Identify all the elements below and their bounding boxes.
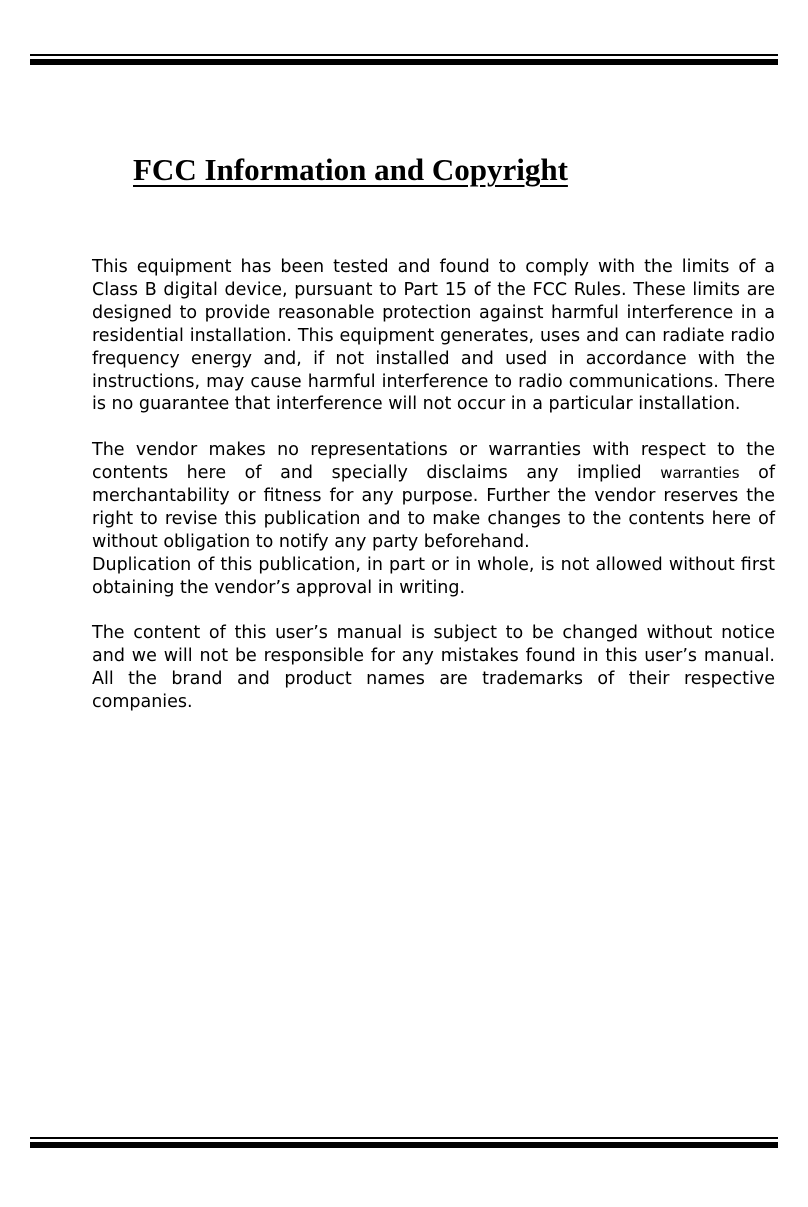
vendor-disclaimer-text-start: The vendor makes no representations or warranties with respect to the contents here of and specially disclaims any implied xyxy=(92,440,775,484)
bottom-rule-thin-line xyxy=(30,1137,778,1139)
page-title: FCC Information and Copyright xyxy=(133,152,568,187)
manual-notice-paragraph: The content of this user’s manual is subject to be changed without notice and we will not be responsible for any mistakes found in this user’s manual. All the brand and product names are trademarks of their respective companies. xyxy=(92,623,775,713)
duplication-paragraph: Duplication of this publication, in part or in whole, is not allowed without first obtaining the vendor’s approval in writing. xyxy=(92,554,775,598)
top-rule-thin-line xyxy=(30,54,778,56)
bottom-rule-thick-line xyxy=(30,1142,778,1148)
top-rule-thick-line xyxy=(30,59,778,65)
top-double-rule xyxy=(30,54,778,68)
vendor-disclaimer-paragraph xyxy=(92,439,775,554)
document-body xyxy=(92,256,775,714)
bottom-double-rule xyxy=(30,1137,778,1151)
fcc-compliance-paragraph: This equipment has been tested and found to comply with the limits of a Class B digital device, pursuant to Part 15 of the FCC Rules. These limits are designed to provide reasonable protection against harmful interference in a residential installation. This equipment generates, uses and can radiate radio frequency energy and, if not installed and used in accordance with the instructions, may cause harmful interference to radio communications. There is no guarantee that interference will not occur in a particular installation. xyxy=(92,257,775,415)
vendor-disclaimer-text-end: of merchantability or fitness for any purpose. Further the vendor reserves the right to revise this publication and to make changes to the contents here of without obligation to notify any party beforehand. xyxy=(92,463,775,552)
vendor-disclaimer-warranties-word: warranties xyxy=(660,464,740,483)
